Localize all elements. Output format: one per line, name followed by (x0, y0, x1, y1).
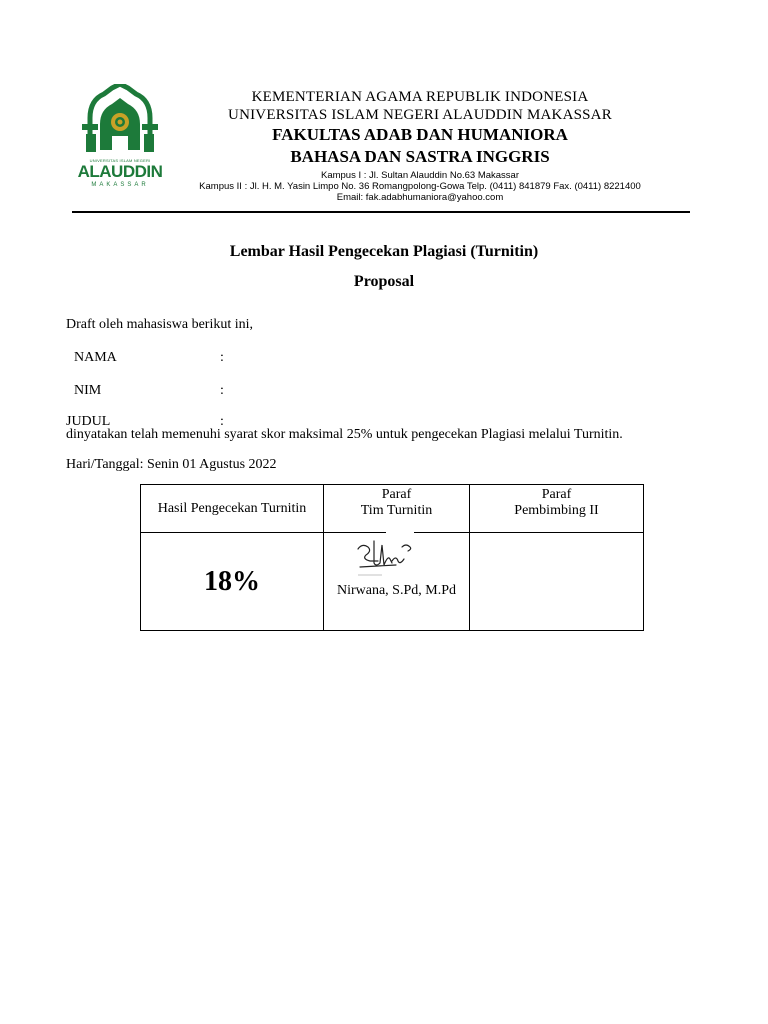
signer-name: Nirwana, S.Pd, M.Pd (336, 583, 456, 598)
signature-icon (352, 537, 422, 581)
campus1-address: Kampus I : Jl. Sultan Alauddin No.63 Makassar (320, 170, 520, 181)
ministry-name: KEMENTERIAN AGAMA REPUBLIK INDONESIA (251, 89, 589, 105)
header-paraf2-label: Paraf (541, 487, 572, 502)
header-hasil (141, 485, 324, 533)
plagiarism-result-table (140, 484, 644, 631)
logo-city: MAKASSAR (91, 182, 149, 188)
intro-text: Draft oleh mahasiswa berikut ini, (66, 317, 254, 332)
header-paraf-tim (324, 485, 470, 533)
faculty-email: Email: fak.adabhumaniora@yahoo.com (336, 192, 504, 203)
nama-colon: : (220, 350, 224, 365)
header-hasil-label: Hasil Pengecekan Turnitin (157, 500, 307, 516)
logo-small-text: UNIVERSITAS ISLAM NEGERI (89, 158, 151, 163)
letterhead-divider (72, 211, 690, 213)
header-pembimbing-label: Pembimbing II (514, 503, 599, 518)
header-paraf-pembimbing (470, 485, 644, 533)
table-header-row (141, 485, 644, 533)
university-logo (70, 84, 170, 194)
nim-colon: : (220, 383, 224, 398)
turnitin-score: 18% (204, 565, 260, 597)
judul-colon: : (220, 414, 224, 429)
document-title: Lembar Hasil Pengecekan Plagiasi (Turnitin) (229, 243, 539, 260)
faculty-name: FAKULTAS ADAB DAN HUMANIORA (272, 125, 568, 144)
result-cell (141, 533, 324, 631)
document-subtitle: Proposal (353, 273, 415, 290)
date-text: Hari/Tanggal: Senin 01 Agustus 2022 (66, 457, 277, 472)
department-name: BAHASA DAN SASTRA INGGRIS (290, 147, 550, 166)
alauddin-emblem-icon (70, 84, 170, 158)
pembimbing-signature-cell (470, 533, 644, 631)
header-paraf-label: Paraf (381, 487, 412, 502)
nama-label: NAMA (74, 350, 117, 365)
campus2-address: Kampus II : Jl. H. M. Yasin Limpo No. 36 Romangpolong-Gowa Telp. (0411) 841879 Fax. (0411) 8221400 (199, 181, 641, 192)
judul-label: JUDUL (66, 414, 111, 429)
statement-text: dinyatakan telah memenuhi syarat skor maksimal 25% untuk pengecekan Plagiasi melalui Turnitin. (66, 427, 623, 442)
nim-label: NIM (74, 383, 102, 398)
logo-name: ALAUDDIN (77, 162, 163, 181)
university-name: UNIVERSITAS ISLAM NEGERI ALAUDDIN MAKASSAR (228, 107, 612, 123)
table-row (141, 533, 644, 631)
table-line-gap (386, 531, 414, 535)
header-tim-label: Tim Turnitin (360, 503, 433, 518)
signature-cell (324, 533, 470, 631)
